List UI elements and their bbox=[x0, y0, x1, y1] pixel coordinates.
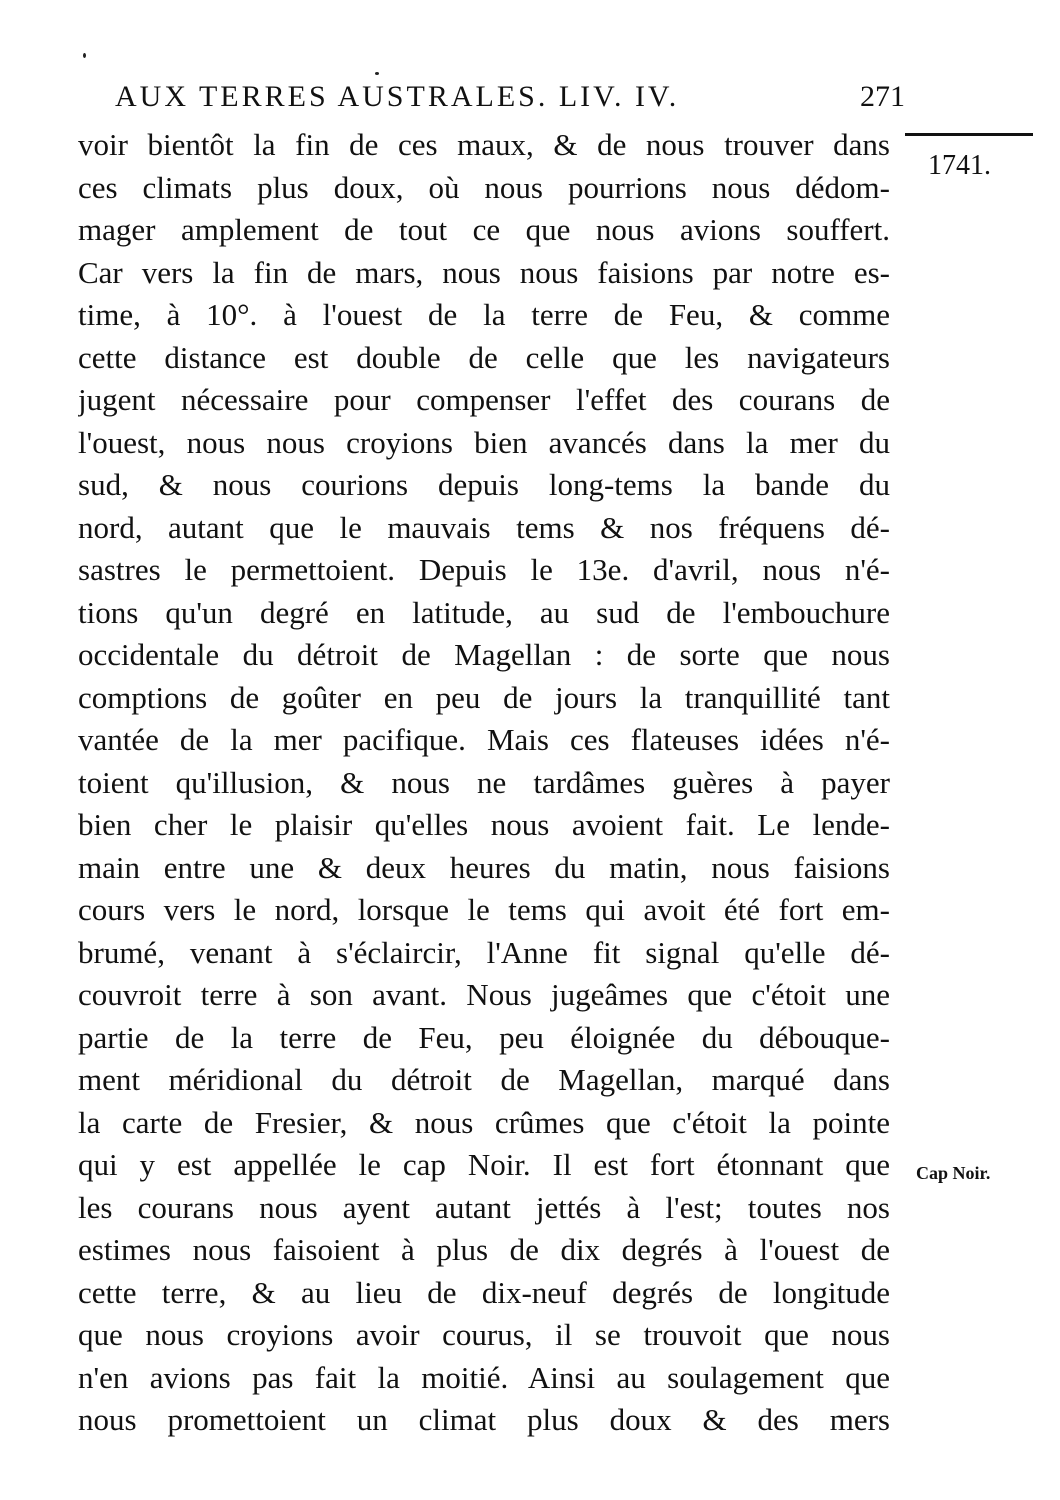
text-line: brumé, venant à s'éclaircir, l'Anne fit signal qu'elle dé- bbox=[78, 934, 890, 970]
text-line: qui y est appellée le cap Noir. Il est fort étonnant que bbox=[78, 1147, 890, 1182]
text-line: occidentale du détroit de Magellan : de sorte que nous bbox=[78, 637, 890, 672]
text-line: n'en avions pas fait la moitié. Ainsi au soulagement que bbox=[78, 1359, 890, 1395]
text-line: jugent nécessaire pour compenser l'effet des courans de bbox=[78, 382, 890, 417]
text-line: couvroit terre à son avant. Nous jugeâmes que c'étoit une bbox=[78, 977, 890, 1012]
text-line: l'ouest, nous nous croyions bien avancés dans la mer du bbox=[78, 424, 890, 460]
text-line: nord, autant que le mauvais tems & nos fréquens dé- bbox=[78, 509, 890, 545]
text-line: cette terre, & au lieu de dix-neuf degrés de longitude bbox=[78, 1274, 890, 1310]
text-line: time, à 10°. à l'ouest de la terre de Feu, & comme bbox=[78, 297, 890, 332]
text-line: voir bientôt la fin de ces maux, & de nous trouver dans bbox=[78, 127, 890, 162]
text-line: Car vers la fin de mars, nous nous faisions par notre es- bbox=[78, 254, 890, 290]
ink-speck bbox=[375, 72, 379, 75]
text-line: estimes nous faisoient à plus de dix degrés à l'ouest de bbox=[78, 1232, 890, 1267]
running-title: AUX TERRES AUSTRALES. LIV. IV. bbox=[115, 80, 680, 113]
text-line: comptions de goûter en peu de jours la tranquillité tant bbox=[78, 679, 890, 715]
text-line: la carte de Fresier, & nous crûmes que c'étoit la pointe bbox=[78, 1104, 890, 1140]
text-line: cours vers le nord, lorsque le tems qui avoit été fort em- bbox=[78, 892, 890, 927]
text-line: que nous croyions avoir courus, il se trouvoit que nous bbox=[78, 1317, 890, 1352]
margin-year: 1741. bbox=[928, 150, 991, 181]
page-number: 271 bbox=[860, 80, 905, 113]
margin-note-cap-noir: Cap Noir. bbox=[916, 1163, 991, 1183]
text-line: toient qu'illusion, & nous ne tardâmes guères à payer bbox=[78, 764, 890, 800]
text-line: nous promettoient un climat plus doux & des mers bbox=[78, 1402, 890, 1437]
text-line: bien cher le plaisir qu'elles nous avoient fait. Le lende- bbox=[78, 807, 890, 842]
text-line: ment méridional du détroit de Magellan, marqué dans bbox=[78, 1062, 890, 1097]
ink-speck bbox=[83, 53, 86, 58]
text-line: sud, & nous courions depuis long-tems la bande du bbox=[78, 467, 890, 502]
text-line: main entre une & deux heures du matin, nous faisions bbox=[78, 849, 890, 885]
text-line: ces climats plus doux, où nous pourrions nous dédom- bbox=[78, 169, 890, 205]
text-line: les courans nous ayent autant jettés à l'est; toutes nos bbox=[78, 1189, 890, 1225]
margin-rule bbox=[905, 133, 1033, 136]
page-header bbox=[115, 78, 905, 122]
body-text bbox=[78, 124, 890, 1442]
text-line: sastres le permettoient. Depuis le 13e. d'avril, nous n'é- bbox=[78, 552, 890, 587]
text-line: mager amplement de tout ce que nous avions souffert. bbox=[78, 212, 890, 247]
text-line: partie de la terre de Feu, peu éloignée du débouque- bbox=[78, 1019, 890, 1055]
text-line: cette distance est double de celle que les navigateurs bbox=[78, 339, 890, 375]
text-line: tions qu'un degré en latitude, au sud de l'embouchure bbox=[78, 594, 890, 630]
text-line: vantée de la mer pacifique. Mais ces flateuses idées n'é- bbox=[78, 722, 890, 757]
